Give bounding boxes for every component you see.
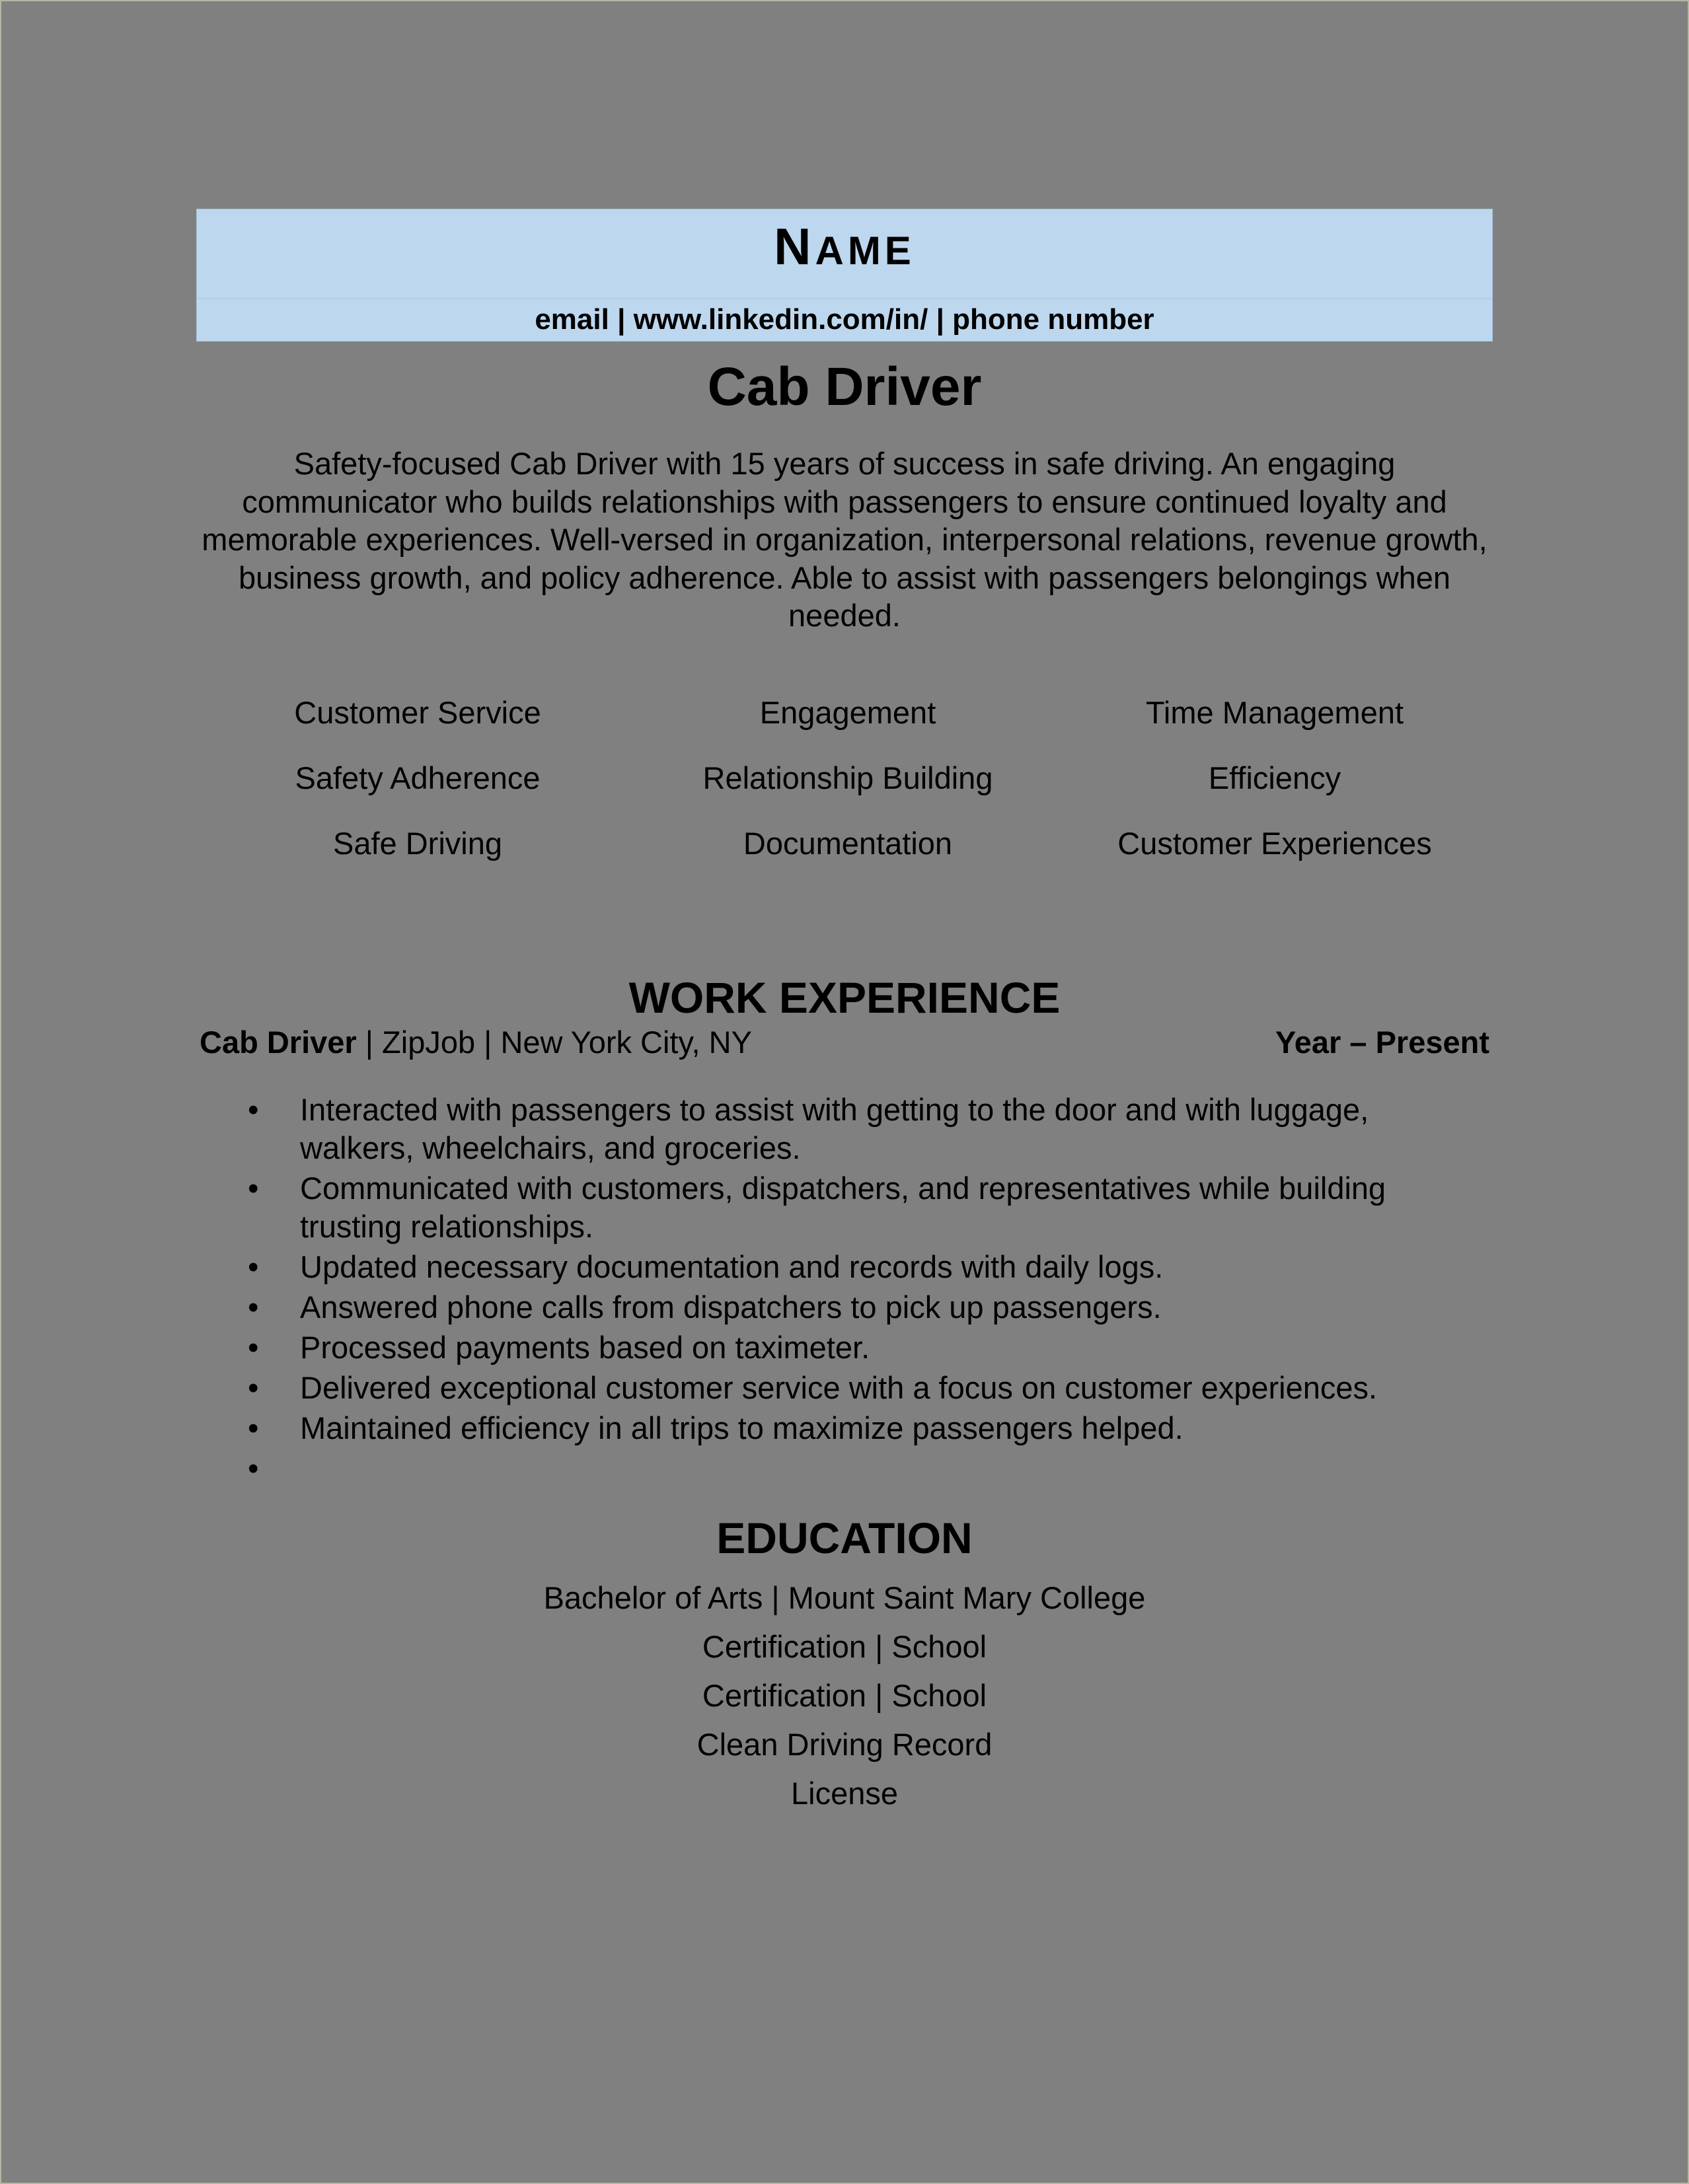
job-entry-line (200, 1023, 1489, 1062)
skill-item: Safe Driving (333, 826, 502, 861)
job-bullet-list (248, 1091, 1490, 1490)
skill-item: Documentation (743, 826, 953, 861)
skill-item: Relationship Building (702, 760, 993, 795)
skill-item: Efficiency (1208, 760, 1341, 795)
resume-header (196, 209, 1493, 342)
job-company-location: | ZipJob | New York City, NY (356, 1025, 752, 1060)
job-bullet: • Maintained efficiency in all trips to maximize passengers helped. (248, 1409, 1490, 1447)
job-bullet: • Answered phone calls from dispatchers to pick up passengers. (248, 1288, 1490, 1327)
resume-title: Cab Driver (707, 357, 982, 417)
skill-item: Engagement (759, 695, 936, 730)
education-item: Certification | School (702, 1629, 987, 1664)
education-item: Clean Driving Record (696, 1727, 993, 1762)
job-bullet: • Processed payments based on taximeter. (248, 1329, 1490, 1367)
job-bullet: • Communicated with customers, dispatchers, and representatives while building trusting relationships. (248, 1169, 1490, 1246)
candidate-name (197, 213, 1492, 284)
job-dates: Year – Present (1275, 1025, 1489, 1060)
name-initial: N (774, 217, 815, 275)
skill-item: Customer Experiences (1117, 826, 1432, 861)
education-item: Certification | School (702, 1678, 987, 1713)
work-experience-heading: WORK EXPERIENCE (628, 973, 1061, 1022)
education-heading: EDUCATION (716, 1513, 973, 1562)
skills-grid (196, 694, 1493, 863)
education-item: Bachelor of Arts | Mount Saint Mary College (543, 1580, 1146, 1615)
job-bullet: • Interacted with passengers to assist with getting to the door and with luggage, walkers, wheelchairs, and groceries. (248, 1091, 1490, 1167)
skill-item: Customer Service (294, 695, 541, 730)
skill-item: Time Management (1145, 695, 1404, 730)
education-list (196, 1574, 1493, 1818)
skill-item: Safety Adherence (295, 760, 541, 795)
job-role: Cab Driver (200, 1025, 357, 1060)
name-rest: AME (815, 229, 915, 273)
job-bullet: • Delivered exceptional customer service with a focus on customer experiences. (248, 1369, 1490, 1407)
education-item: License (791, 1776, 898, 1811)
job-bullet-empty (248, 1449, 1490, 1488)
job-role-company (200, 1023, 752, 1062)
professional-summary: Safety-focused Cab Driver with 15 years of success in safe driving. An engaging communicator who builds relationships with passengers to ensure continued loyalty and memorable experiences. Well-versed in organization, interpersonal relations, revenue growth, business growth, and policy adherence. Able to assist with passengers belongings when needed. (202, 446, 1487, 633)
contact-line: email | www.linkedin.com/in/ | phone number (535, 303, 1154, 336)
job-bullet: • Updated necessary documentation and records with daily logs. (248, 1248, 1490, 1286)
